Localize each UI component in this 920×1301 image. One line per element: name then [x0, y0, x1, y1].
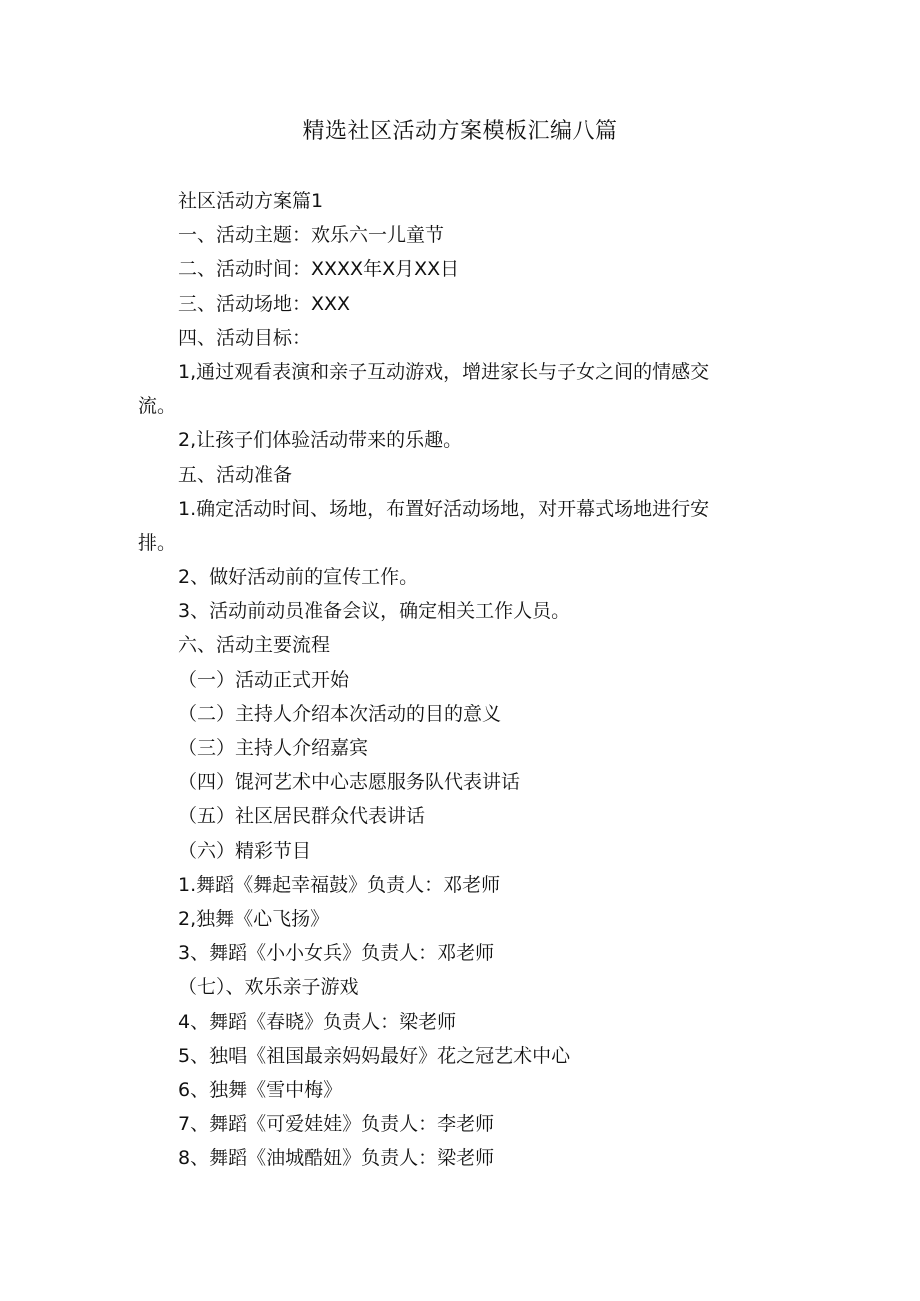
paragraph-line: 6、独舞《雪中梅》	[178, 1078, 343, 1101]
paragraph-line: 2,独舞《心飞扬》	[178, 907, 330, 930]
paragraph-line: （五）社区居民群众代表讲话	[178, 805, 426, 828]
paragraph-line: （一）活动正式开始	[178, 668, 350, 691]
paragraph-line: 二、活动时间：XXXX年X月XX日	[178, 258, 460, 281]
document-body	[138, 184, 758, 1175]
paragraph-line: 3、舞蹈《小小女兵》负责人：邓老师	[178, 942, 495, 965]
paragraph-line: 2、做好活动前的宣传工作。	[178, 566, 419, 589]
paragraph-line: 1,通过观看表演和亲子互动游戏，增进家长与子女之间的情感交	[178, 360, 710, 383]
paragraph-line: 1.舞蹈《舞起幸福鼓》负责人：邓老师	[178, 873, 501, 896]
paragraph-line: 四、活动目标：	[178, 326, 312, 349]
paragraph-line: 五、活动准备	[178, 463, 293, 486]
paragraph-line: （四）馄河艺术中心志愿服务队代表讲话	[178, 771, 521, 794]
paragraph-line: 3、活动前动员准备会议，确定相关工作人员。	[178, 600, 571, 623]
paragraph-line: （七）、欢乐亲子游戏	[178, 976, 359, 999]
paragraph-line: 一、活动主题：欢乐六一儿童节	[178, 224, 445, 247]
paragraph-line: 4、舞蹈《春晓》负责人：梁老师	[178, 1010, 457, 1033]
section-heading: 社区活动方案篇1	[178, 190, 324, 212]
paragraph-line: 三、活动场地：XXX	[178, 292, 351, 315]
paragraph-line: 2,让孩子们体验活动带来的乐趣。	[178, 429, 463, 452]
document-title: 精选社区活动方案模板汇编八篇	[302, 119, 618, 144]
paragraph-line: （二）主持人介绍本次活动的目的意义	[178, 702, 502, 725]
paragraph-line-continued: 排。	[138, 531, 177, 554]
paragraph-line: （六）精彩节目	[178, 839, 312, 862]
paragraph-line: 8、舞蹈《油城酷妞》负责人：梁老师	[178, 1147, 495, 1170]
paragraph-line: 7、舞蹈《可爱娃娃》负责人：李老师	[178, 1113, 495, 1136]
paragraph-line: （三）主持人介绍嘉宾	[178, 737, 369, 759]
paragraph-line: 1.确定活动时间、场地，布置好活动场地，对开幕式场地进行安	[178, 497, 710, 520]
paragraph-line: 六、活动主要流程	[178, 634, 331, 657]
paragraph-line: 5、独唱《祖国最亲妈妈最好》花之冠艺术中心	[178, 1044, 571, 1067]
paragraph-line-continued: 流。	[138, 395, 177, 418]
